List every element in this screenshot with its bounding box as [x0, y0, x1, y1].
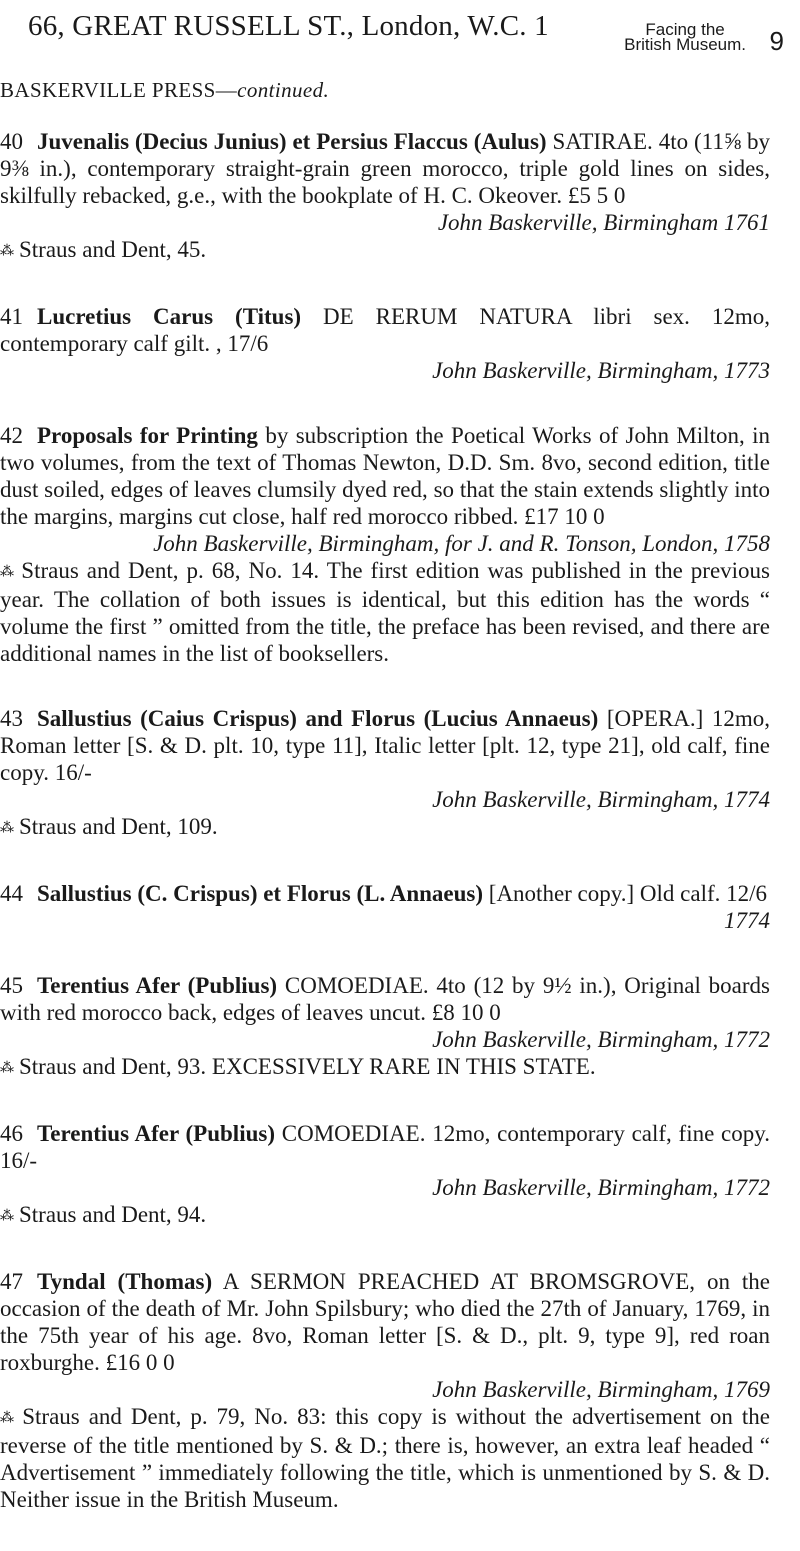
catalogue-entry [0, 972, 770, 1082]
entry-description [0, 303, 770, 357]
catalogue-entry [0, 880, 770, 934]
asterism-icon: ⁂ [0, 244, 13, 259]
entry-author: Proposals for Printing [37, 423, 258, 448]
entry-body: COMOEDIAE. 12mo, contemporary calf, fine copy. 16/- [0, 1121, 771, 1173]
entry-author: Juvenalis (Decius Junius) et Persius Flaccus (Aulus) [37, 129, 547, 154]
entry-number: 43 [0, 706, 23, 731]
catalogue-entry [0, 705, 770, 842]
catalogue-entry [0, 303, 770, 384]
entry-number: 40 [0, 129, 23, 154]
entry-description [0, 422, 770, 530]
entry-note-text: Straus and Dent, 45. [19, 237, 207, 262]
catalogue-entry [0, 1268, 770, 1513]
entry-imprint: John Baskerville, Birmingham, 1774 [432, 787, 770, 812]
catalogue-entry [0, 422, 770, 667]
entry-imprint: John Baskerville, Birmingham, 1772 [432, 1027, 770, 1052]
entry-reference-note [0, 557, 770, 667]
entry-description [0, 1120, 770, 1174]
entry-imprint: John Baskerville, Birmingham, 1769 [432, 1377, 770, 1402]
entry-description [0, 972, 770, 1026]
entry-note-text: Straus and Dent, 93. EXCESSIVELY RARE IN THIS STATE. [19, 1054, 596, 1079]
facing-line-1: Facing the [645, 20, 725, 39]
catalogue-entry [0, 1120, 770, 1230]
entry-body: SATIRAE. 4to (11⅝ by 9⅜ in.), contemporary straight-grain green morocco, triple gold lines on sides, skilfully rebacked, g.e., with the bookplate of H. C. Okeover. £5 5 0 [0, 129, 770, 208]
asterism-icon: ⁂ [0, 1061, 13, 1076]
running-head-prefix: BASKERVILLE PRESS— [0, 78, 238, 102]
running-head-suffix: continued. [237, 78, 330, 102]
entry-reference-note [0, 813, 770, 842]
entry-note-text: Straus and Dent, p. 79, No. 83: this copy is without the advertisement on the reverse of the title mentioned by S. & D.; there is, however, an extra leaf headed “ Advertisement ” immediately following the title, which is unmentioned by S. & D. Neither issue in the British Museum. [0, 1404, 771, 1512]
shop-address: 66, GREAT RUSSELL ST., London, W.C. 1 [28, 10, 549, 42]
entry-reference-note [0, 1053, 770, 1082]
entry-imprint: John Baskerville, Birmingham, 1773 [432, 358, 770, 383]
running-head [0, 78, 329, 103]
entry-author: Tyndal (Thomas) [37, 1269, 213, 1294]
page-header [28, 8, 786, 68]
entry-note-text: Straus and Dent, 109. [19, 814, 218, 839]
entry-imprint: 1774 [724, 908, 770, 933]
entry-imprint: John Baskerville, Birmingham, 1772 [432, 1175, 770, 1200]
entry-body: DE RERUM NATURA libri sex. 12mo, contemporary calf gilt. , 17/6 [0, 304, 771, 356]
facing-line-2: British Museum. [624, 35, 746, 54]
entry-body: [Another copy.] Old calf. 12/6 [483, 881, 768, 906]
entry-list [0, 128, 770, 1551]
entry-body: by subscription the Poetical Works of John Milton, in two volumes, from the text of Thomas Newton, D.D. Sm. 8vo, second edition, title dust soiled, edges of leaves clumsily dyed red, so that the stain extends slightly into the margins, margins cut close, half red morocco ribbed. £17 10 0 [0, 423, 770, 529]
asterism-icon: ⁂ [0, 1209, 13, 1224]
asterism-icon: ⁂ [0, 1411, 17, 1426]
entry-reference-note [0, 1403, 770, 1513]
entry-body: [OPERA.] 12mo, Roman letter [S. & D. plt. 10, type 11], Italic letter [plt. 12, type 21], old calf, fine copy. 16/- [0, 706, 770, 785]
asterism-icon: ⁂ [0, 821, 13, 836]
entry-author: Sallustius (C. Crispus) et Florus (L. Annaeus) [37, 881, 484, 906]
catalogue-entry [0, 128, 770, 265]
entry-note-text: Straus and Dent, p. 68, No. 14. The first edition was published in the previous year. The collation of both issues is identical, but this edition has the words “ volume the first ” omitted from the title, the preface has been revised, and there are additional names in the list of booksellers. [0, 558, 771, 666]
entry-number: 45 [0, 973, 23, 998]
entry-description [0, 880, 770, 907]
entry-reference-note [0, 1201, 770, 1230]
page-number: 9 [769, 26, 784, 56]
entry-description [0, 128, 770, 209]
entry-description [0, 705, 770, 786]
entry-author: Lucretius Carus (Titus) [37, 304, 302, 329]
entry-body: A SERMON PREACHED AT BROMSGROVE, on the occasion of the death of Mr. John Spilsbury; who died the 27th of January, 1769, in the 75th year of his age. 8vo, Roman letter [S. & D., plt. 9, type 9], red roan roxburghe. £16 0 0 [0, 1269, 770, 1375]
entry-description [0, 1268, 770, 1376]
entry-number: 42 [0, 423, 23, 448]
entry-author: Terentius Afer (Publius) [37, 973, 278, 998]
entry-number: 47 [0, 1269, 23, 1294]
asterism-icon: ⁂ [0, 565, 16, 580]
entry-author: Sallustius (Caius Crispus) and Florus (Lucius Annaeus) [37, 706, 599, 731]
facing-note [624, 22, 746, 52]
entry-reference-note [0, 236, 770, 265]
entry-imprint: John Baskerville, Birmingham 1761 [437, 210, 770, 235]
entry-note-text: Straus and Dent, 94. [19, 1202, 207, 1227]
entry-imprint: John Baskerville, Birmingham, for J. and R. Tonson, London, 1758 [153, 531, 770, 556]
entry-number: 41 [0, 304, 23, 329]
entry-number: 46 [0, 1121, 23, 1146]
entry-number: 44 [0, 881, 23, 906]
entry-author: Terentius Afer (Publius) [37, 1121, 275, 1146]
entry-body: COMOEDIAE. 4to (12 by 9½ in.), Original boards with red morocco back, edges of leaves uncut. £8 10 0 [0, 973, 770, 1025]
